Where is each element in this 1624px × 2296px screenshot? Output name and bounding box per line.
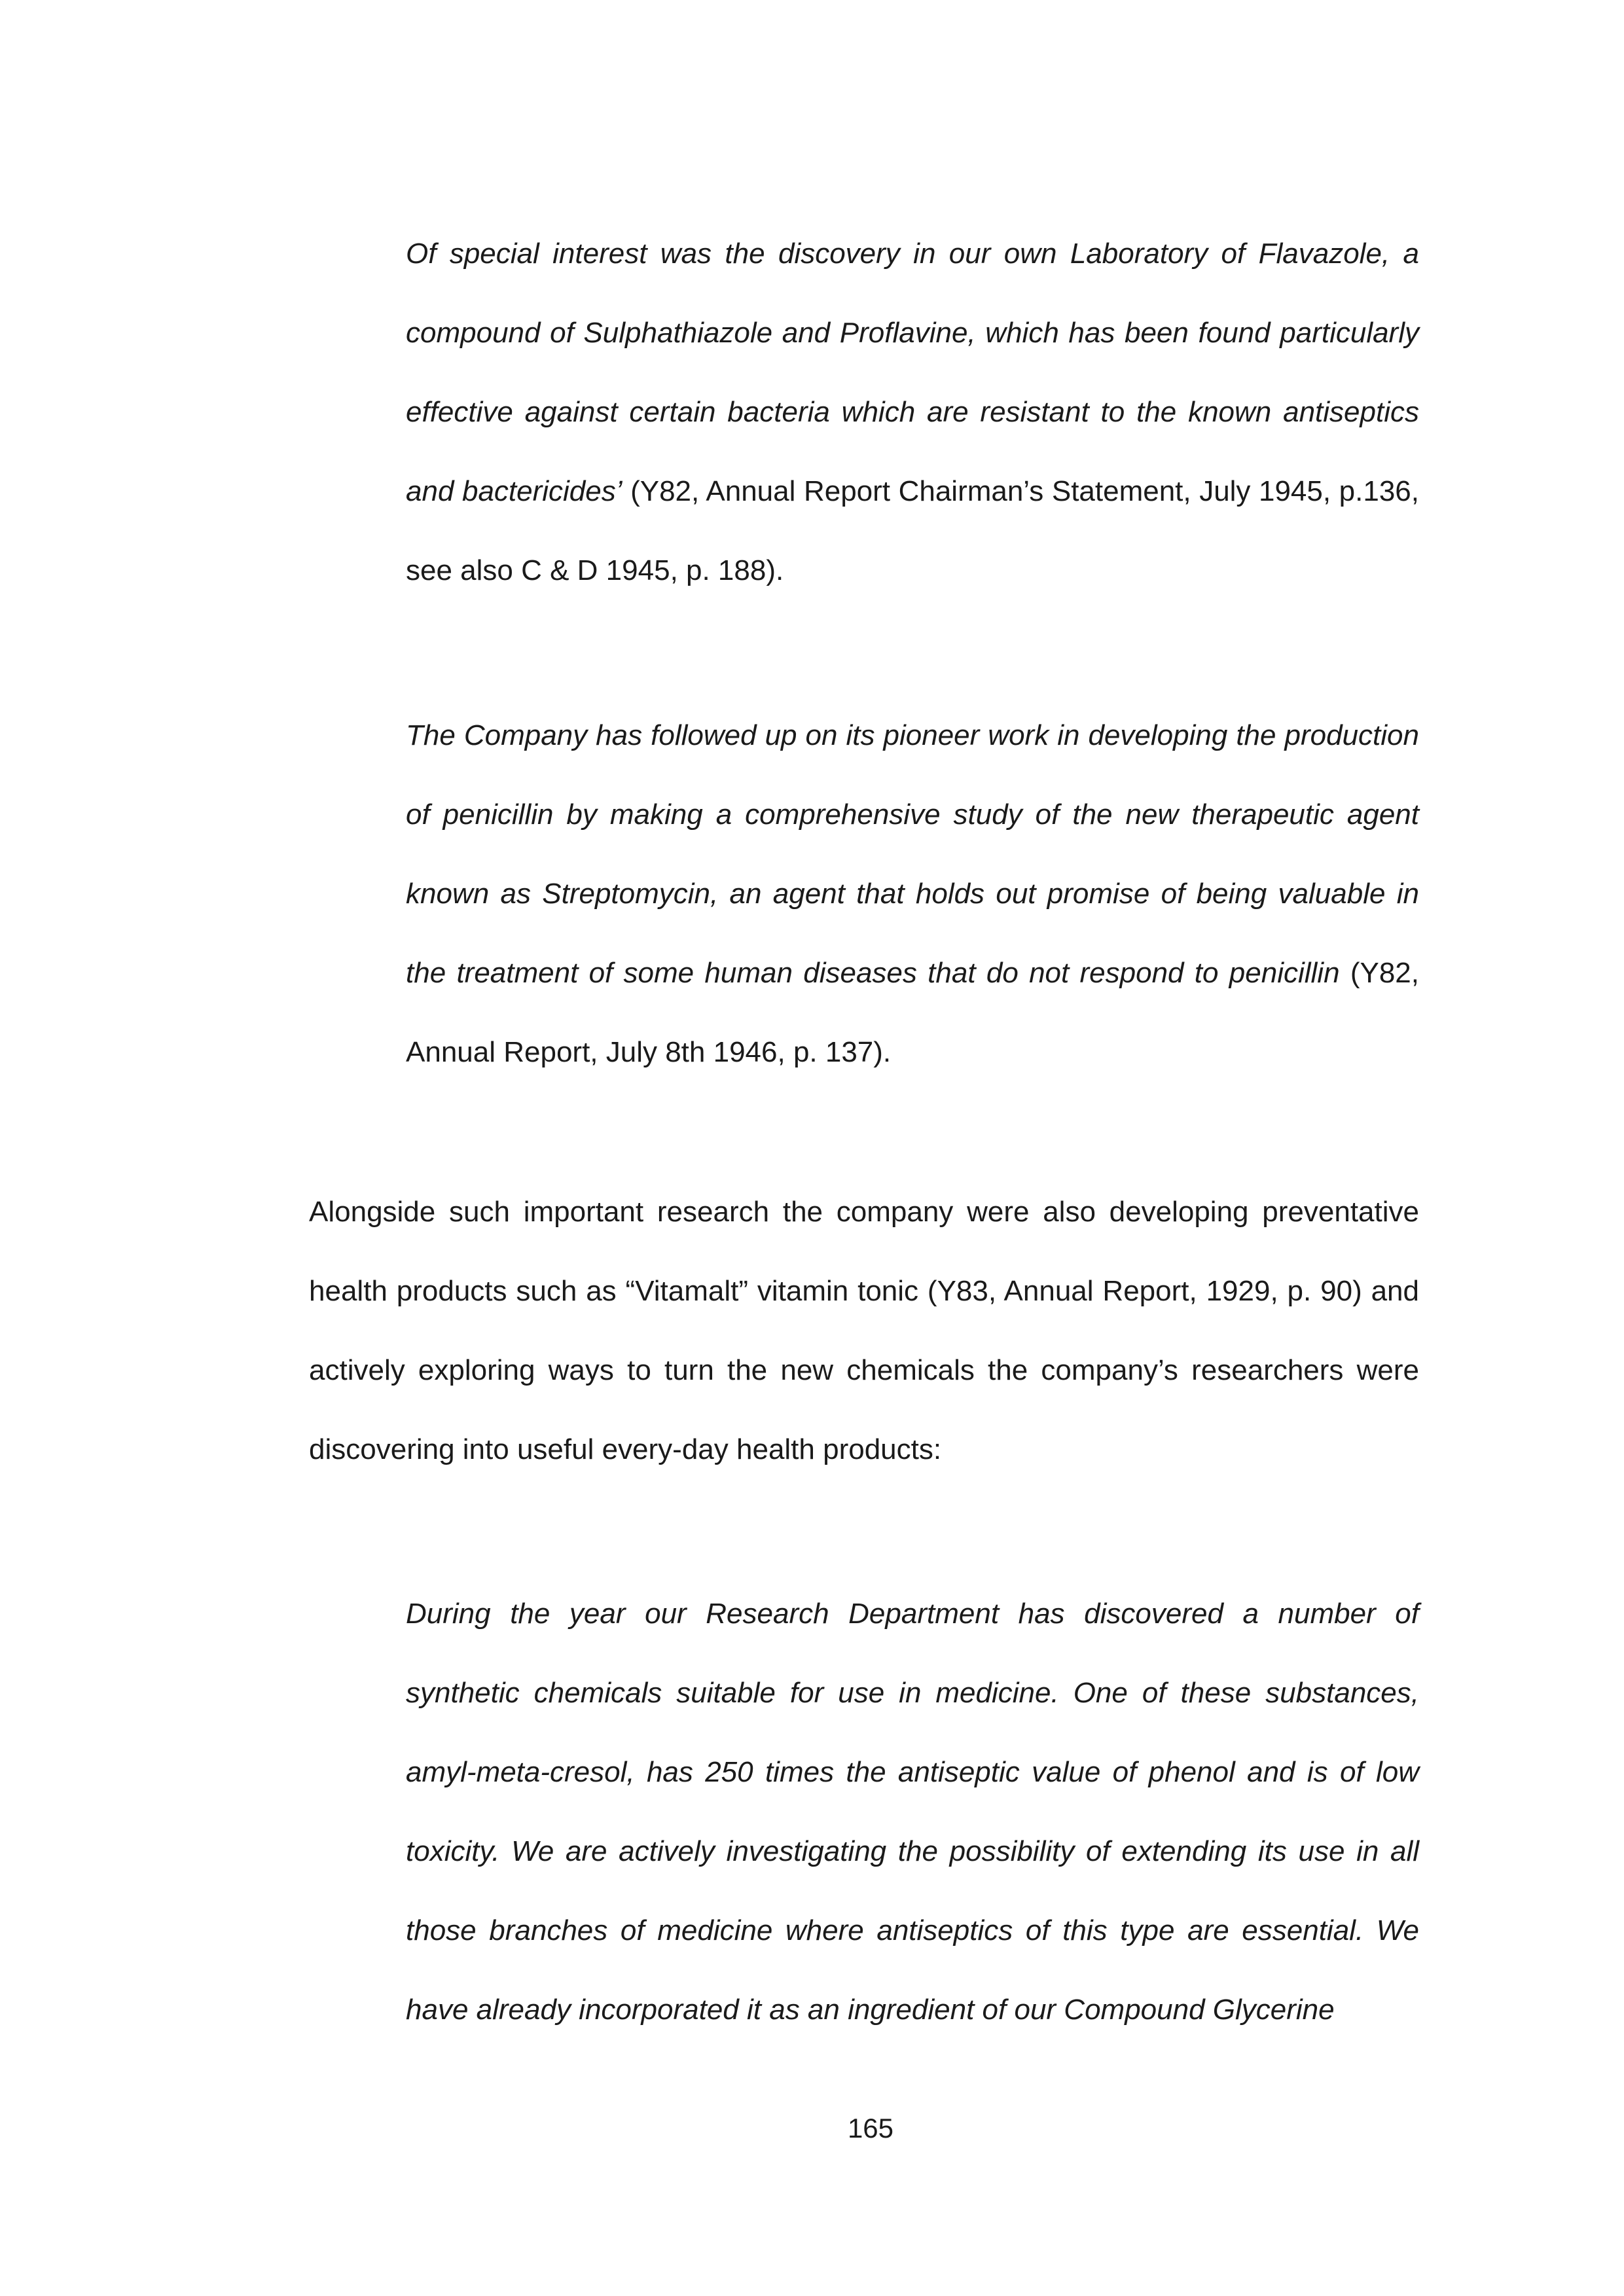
block-quote-flavazole bbox=[406, 214, 1419, 610]
page-number: 165 bbox=[847, 2113, 894, 2144]
block-quote-amyl-meta-cresol bbox=[406, 1574, 1419, 2049]
block-quote-streptomycin bbox=[406, 696, 1419, 1092]
body-paragraph: Alongside such important research the company were also developing preventative health products such as “Vitamalt” vitamin tonic (Y83, Annual Report, 1929, p. 90) and actively exploring ways to turn the new chemicals the company’s researchers were discovering into useful every-day health products: bbox=[309, 1196, 1419, 1465]
quote-text: Of special interest was the discovery in our own Laboratory of Flavazole, a compound of Sulphathiazole and Proflavine, which has been found particularly effective against certain bacteria which are resistant to the known antiseptics and bactericides’ bbox=[406, 238, 1419, 507]
quote-citation: (Y82, Annual Report Chairman’s Statement, July 1945, p.136, see also C & D 1945, p. 188). bbox=[406, 475, 1419, 586]
quote-text: During the year our Research Department has discovered a number of synthetic chemicals suitable for use in medicine. One of these substances, amyl-meta-cresol, has 250 times the antiseptic value of phenol and is of low toxicity. We are actively investigating the possibility of extending its use in all those branches of medicine where antiseptics of this type are essential. We have already incorporated it as an ingredient of our Compound Glycerine bbox=[406, 1598, 1419, 2026]
quote-citation: (Y82, Annual Report, July 8th 1946, p. 137). bbox=[406, 957, 1419, 1068]
quote-text: The Company has followed up on its pioneer work in developing the production of penicillin by making a comprehensive study of the new therapeutic agent known as Streptomycin, an agent that holds out promise of being valuable in the treatment of some human diseases that do not respond to penicillin bbox=[406, 719, 1419, 989]
